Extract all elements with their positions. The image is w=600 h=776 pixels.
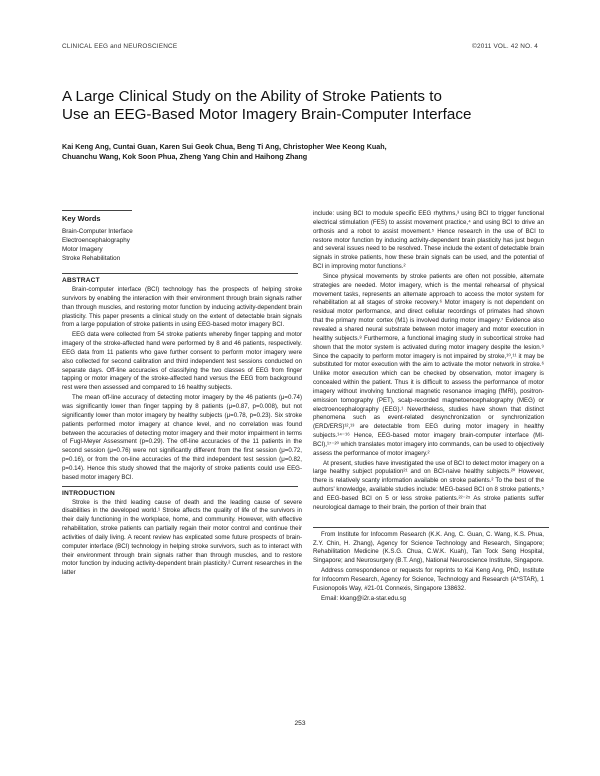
- keyword-item: Electroencephalography: [62, 237, 130, 244]
- keyword-item: Motor Imagery: [62, 246, 103, 253]
- title-line: Use an EEG-Based Motor Imagery Brain-Computer Interface: [62, 106, 472, 123]
- affiliation-paragraph: From Institute for Infocomm Research (K.K. Ang, C. Guan, C. Wang, K.S. Phua, Z.Y. Chin, H. Zhang), Agency for Science Technology and Research, Singapore; Rehabilitation Medicine (K.S.G. Chua, C.W.K. Kuah), Tan Tock Seng Hospital, Singapore; and Neurosurgery (B.T. Ang), National Neuroscience Institute, Singapore.: [313, 530, 544, 565]
- author-list: [62, 142, 482, 163]
- journal-header: CLINICAL EEG and NEUROSCIENCE: [62, 43, 178, 50]
- correspondence-paragraph: Address correspondence or requests for reprints to Kai Keng Ang, PhD, Institute for Infocomm Research, Agency for Science, Technology and Research (A*STAR), 1 Fusionopolis Way, #21-01 Connexis, Singapore 138632.: [313, 567, 544, 592]
- issue-header: ©2011 VOL. 42 NO. 4: [472, 43, 538, 50]
- body-paragraph: Since physical movements by stroke patients are often not possible, alternate strategies are needed. Motor imagery, which is the mental rehearsal of physical movement tasks, represents an alternate approach to access the motor system for rehabilitation at all stages of stroke recovery.⁶ Motor imagery is not dependent on residual motor performance, and direct cellular recordings of primates had shown that the primary motor cortex (M1) is involved during motor imagery.⁷ Evidence also revealed a shared neural substrate between motor imagery and motor execution in healthy subjects.⁸ Furthermore, a functional imaging study in subcortical stroke had shown that the motor system is activated during motor imagery despite the lesion.⁹ Since the capacity to perform motor imagery is not impaired by stroke,¹⁰,¹¹ it may be substituted for motor execution with the aim to activate the motor network in stroke.⁶ Unlike motor execution which can be checked by observation, motor imagery is concealed within the patient. Thus it is difficult to assess the performance of motor imagery without involving functional magnetic resonance imaging (fMRI), positron-emission tomography (PET), scalp-recorded magnetoencephalography (MEG) or electroencephalography (EEG).¹ Nevertheless, studies have shown that distinct phenomena such as event-related desynchronization or synchronization (ERD/ERS)¹²,¹³ are detectable from EEG during motor imagery in healthy subjects.¹⁴⁻¹⁶ Hence, EEG-based motor imagery brain-computer interface (MI-BCI),¹⁷⁻²⁰ which translates motor imagery into commands, can be used to objectively assess the performance of motor imagery.²: [313, 272, 544, 457]
- affiliation-rule: [313, 527, 549, 528]
- keyword-item: Stroke Rehabilitation: [62, 255, 121, 262]
- abstract-paragraph: Brain-computer interface (BCI) technology has the prospects of helping stroke survivors by enabling the interaction with their environment through brain signals rather than through muscles, and restoring motor function by inducing activity-dependent brain plasticity. This paper presents a clinical study on the extent of detectable brain signals from a large population of stroke patients in using EEG-based motor imagery BCI.: [62, 286, 302, 329]
- body-paragraph: At present, studies have investigated the use of BCI to detect motor imagery on a large healthy subject population²¹ and on BCI-naive healthy subjects.²⁰ However, there is relatively scanty information available on stroke patients.² To the best of the authors' knowledge, available studies include: MEG-based BCI on 8 stroke patients,⁵ and EEG-based BCI on 5 or less stroke patients.²²⁻²⁵ As stroke patients suffer neurological damage to their brain, the portion of their brain that: [313, 459, 544, 511]
- abstract-paragraph: The mean off-line accuracy of detecting motor imagery by the 46 patients (μ=0.74) was significantly lower than finger tapping by 8 patients (μ=0.87, p=0.008), but not significantly lower than motor imagery by healthy subjects (μ=0.78, p=0.23). Six stroke patients performed motor imagery at chance level, and no correlation was found between the accuracies of detecting motor imagery and their motor impairment in terms of Fugl-Meyer Assessment (p=0.29). The off-line accuracies of the 11 patients in the second session (μ=0.76) were not significantly different from the first session (μ=0.72, p=0.16), or from the on-line accuracies of the third independent test session (μ=0.82, p=0.14). Hence this study showed that the majority of stroke patients could use EEG-based motor imagery BCI.: [62, 394, 302, 481]
- introduction-paragraph: Stroke is the third leading cause of death and the leading cause of severe disabilities in the developed world.¹ Stroke affects the quality of life of the survivors in their daily functioning in the workplace, home, and community. However, with effective rehabilitation, stroke patients can partially regain their motor control and continue their activities of daily living. A recent review has explicated some future prospects of brain-computer interface (BCI) technology in helping stroke survivors, such as to interact with their environment through brain signals rather than through muscles, and to restore motor function by inducing activity-dependent brain plasticity.² Current researches in the latter: [62, 498, 302, 577]
- abstract-paragraph: EEG data were collected from 54 stroke patients whereby finger tapping and motor imagery of the stroke-affected hand were performed by 8 and 46 patients, respectively. EEG data from 11 patients who gave further consent to perform motor imagery were also collected for second calibration and third independent test sessions conducted on separate days. Off-line accuracies of classifying the two classes of EEG from finger tapping or motor imagery of the stroke-affected hand versus the EEG from background rest were then assessed and compared to 16 healthy subjects.: [62, 331, 302, 392]
- page-number: 253: [294, 720, 306, 727]
- email-line: Email: kkang@i2r.a-star.edu.sg: [321, 594, 407, 602]
- left-column: [62, 210, 302, 579]
- keywords-rule: [62, 210, 132, 211]
- abstract-heading: ABSTRACT: [62, 277, 100, 284]
- body-paragraph: include: using BCI to module specific EEG rhythms,³ using BCI to trigger functional electrical stimulation (FES) to assist movement practice,⁴ and using BCI to drive an orthosis and a robot to assist movement.⁵ Hence research in the use of BCI to restore motor function by inducing activity-dependent brain plasticity has just begun and several issues need to be resolved. These include the extent of detectable brain signals in stroke patients, how these brain signals can be used, and the potential of BCI in improving motor functions.²: [313, 210, 544, 271]
- keywords-heading: Key Words: [62, 214, 101, 223]
- introduction-heading: INTRODUCTION: [62, 489, 115, 497]
- author-line: Chuanchu Wang, Kok Soon Phua, Zheng Yang Chin and Haihong Zhang: [62, 152, 308, 162]
- paper-title: [62, 88, 542, 124]
- abstract-rule: [62, 273, 298, 274]
- keywords-list: [62, 227, 302, 263]
- keyword-item: Brain-Computer Interface: [62, 228, 133, 235]
- title-line: A Large Clinical Study on the Ability of Stroke Patients to: [62, 88, 442, 105]
- right-column: [313, 210, 544, 604]
- introduction-rule: [62, 486, 298, 487]
- author-line: Kai Keng Ang, Cuntai Guan, Karen Sui Geok Chua, Beng Ti Ang, Christopher Wee Keong Kuah,: [62, 142, 387, 151]
